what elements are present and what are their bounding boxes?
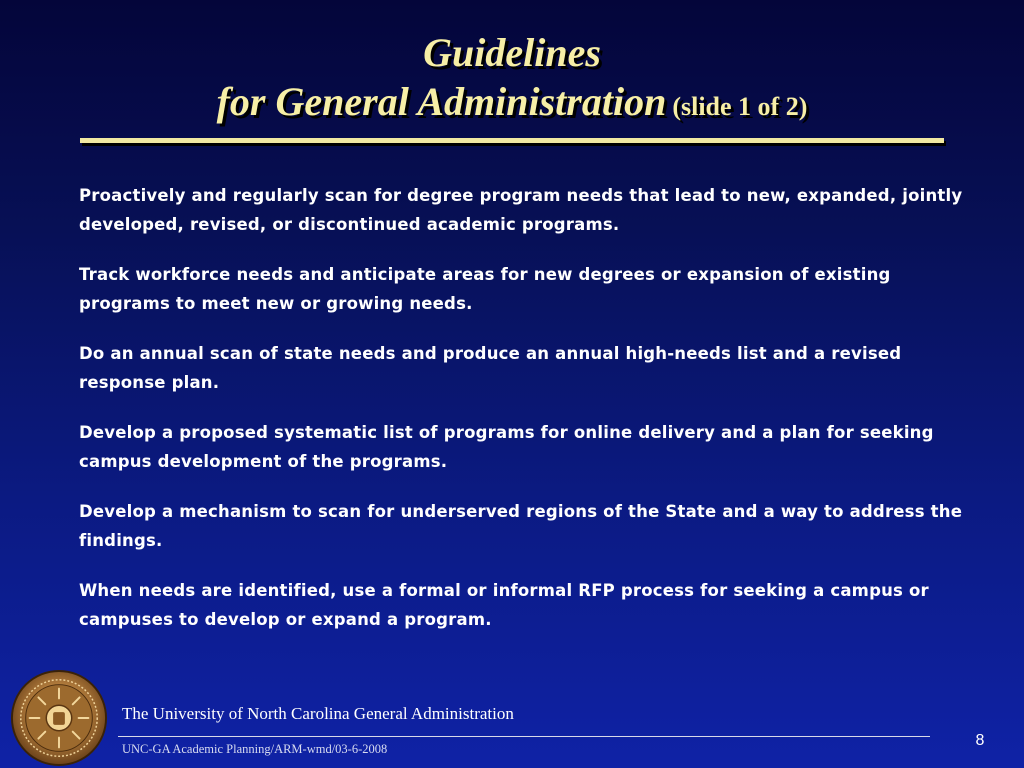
guideline-item: Track workforce needs and anticipate areas for new degrees or expansion of existing programs to meet new or growing needs.	[79, 265, 891, 313]
slide-count: (slide 1 of 2)	[672, 92, 808, 121]
slide-title	[0, 30, 1024, 133]
guideline-item: Proactively and regularly scan for degree program needs that lead to new, expanded, jointly developed, revised, or discontinued academic programs.	[79, 186, 963, 234]
page-number: 8	[975, 732, 985, 749]
title-line-2-text: for General Administration	[216, 79, 667, 124]
guideline-list	[79, 181, 969, 655]
title-line-1: Guidelines	[423, 30, 601, 75]
title-line-2	[0, 76, 1024, 133]
university-seal-icon	[10, 669, 108, 767]
guideline-item: When needs are identified, use a formal or informal RFP process for seeking a campus or campuses to develop or expand a program.	[79, 581, 929, 629]
footer-divider	[118, 736, 930, 737]
guideline-item: Develop a mechanism to scan for underserved regions of the State and a way to address the findings.	[79, 502, 963, 550]
guideline-item: Develop a proposed systematic list of programs for online delivery and a plan for seeking campus development of the programs.	[79, 423, 934, 471]
title-underline	[80, 138, 944, 143]
guideline-item: Do an annual scan of state needs and produce an annual high-needs list and a revised response plan.	[79, 344, 902, 392]
footer-organization: The University of North Carolina General Administration	[122, 704, 514, 723]
footer-reference: UNC-GA Academic Planning/ARM-wmd/03-6-2008	[122, 742, 388, 756]
